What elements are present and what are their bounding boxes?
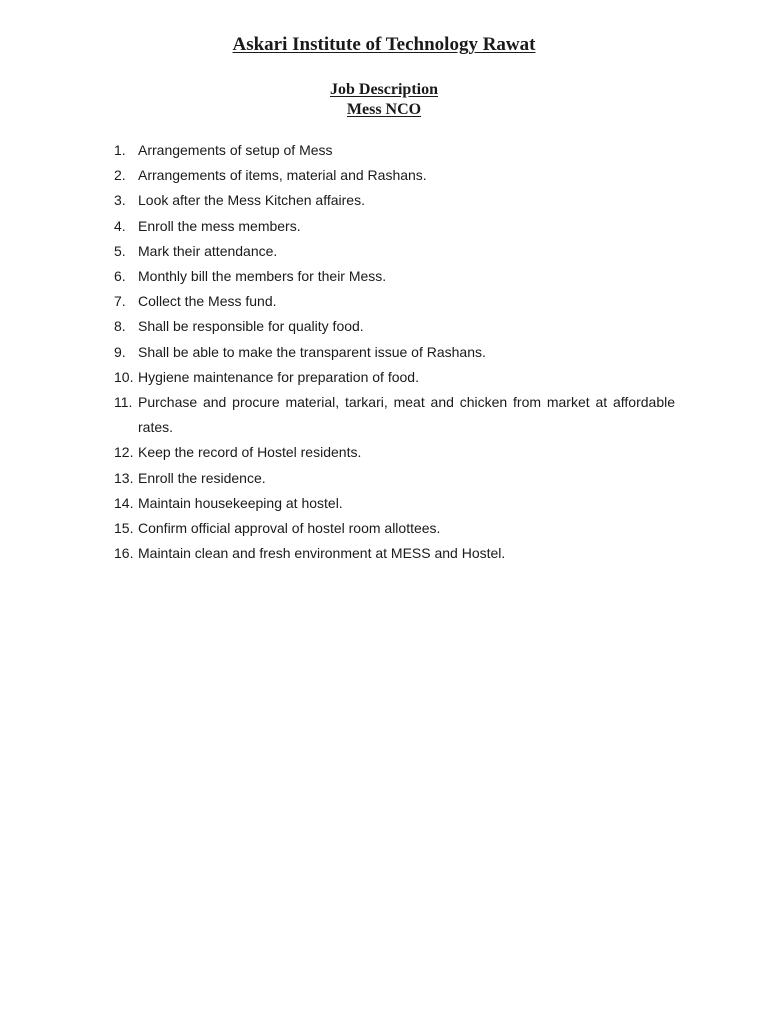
item-number: 12. — [114, 444, 134, 461]
duties-list — [114, 138, 675, 566]
list-item — [114, 188, 675, 213]
item-number: 3. — [114, 192, 126, 209]
item-text: Purchase and procure material, tarkari, meat and chicken from market at affordable rates. — [138, 394, 675, 436]
item-number: 1. — [114, 142, 126, 158]
item-text: Maintain clean and fresh environment at MESS and Hostel. — [138, 545, 506, 562]
item-text: Confirm official approval of hostel room allottees. — [138, 520, 441, 537]
list-item — [114, 163, 675, 188]
item-number: 2. — [114, 167, 126, 184]
list-item — [114, 138, 675, 163]
item-text: Shall be responsible for quality food. — [138, 318, 364, 335]
list-item — [114, 314, 675, 339]
list-item — [114, 340, 675, 365]
list-item — [114, 516, 675, 541]
item-number: 10. — [114, 368, 134, 385]
item-text: Look after the Mess Kitchen affaires. — [138, 192, 365, 209]
list-item — [114, 365, 675, 390]
list-item — [114, 390, 675, 440]
item-number: 9. — [114, 343, 126, 360]
list-item — [114, 466, 675, 491]
item-number: 11. — [114, 394, 133, 411]
item-number: 15. — [114, 520, 134, 537]
job-description-heading: Job Description — [330, 81, 438, 98]
list-item — [114, 264, 675, 289]
item-text: Hygiene maintenance for preparation of food. — [138, 368, 419, 385]
item-text: Monthly bill the members for their Mess. — [138, 268, 387, 285]
list-item — [114, 289, 675, 314]
item-number: 5. — [114, 242, 126, 259]
item-number: 16. — [114, 545, 134, 562]
item-text: Enroll the mess members. — [138, 217, 301, 234]
item-text: Enroll the residence. — [138, 469, 266, 486]
list-item — [114, 440, 675, 465]
item-text: Collect the Mess fund. — [138, 293, 277, 310]
item-text: Arrangements of items, material and Rashans. — [138, 167, 427, 184]
item-text: Keep the record of Hostel residents. — [138, 444, 362, 461]
item-number: 6. — [114, 268, 126, 285]
item-number: 7. — [114, 293, 126, 310]
list-item — [114, 239, 675, 264]
item-text: Mark their attendance. — [138, 242, 278, 259]
item-number: 13. — [114, 469, 134, 486]
item-text: Shall be able to make the transparent issue of Rashans. — [138, 343, 486, 360]
document-title: Askari Institute of Technology Rawat — [232, 34, 536, 55]
list-item — [114, 491, 675, 516]
item-text: Maintain housekeeping at hostel. — [138, 494, 343, 511]
list-item — [114, 541, 675, 566]
item-number: 14. — [114, 494, 134, 511]
item-number: 4. — [114, 217, 126, 234]
item-text: Arrangements of setup of Mess — [138, 142, 333, 158]
list-item — [114, 214, 675, 239]
item-number: 8. — [114, 318, 126, 335]
position-heading: Mess NCO — [346, 101, 422, 118]
